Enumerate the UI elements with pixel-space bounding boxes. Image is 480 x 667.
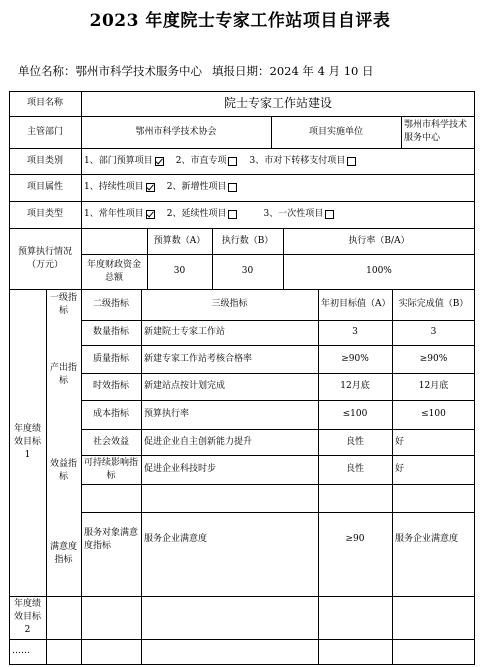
item-actual: ≤100 <box>421 409 446 419</box>
exec-value: 30 <box>241 266 254 276</box>
project-name-value: 院士专家工作站建设 <box>223 96 332 110</box>
checkbox-checked-icon[interactable] <box>146 183 155 192</box>
item-l2: 数量指标 <box>92 327 129 337</box>
item-actual: 12月底 <box>418 381 449 391</box>
item-target: ≤100 <box>342 409 368 419</box>
budget-col-exec: 执行数（B） <box>221 235 274 246</box>
attr-option-2: 2、新增性项目 <box>166 182 227 192</box>
item-l2: 社会效益 <box>92 436 129 447</box>
attr-label: 项目属性 <box>26 182 63 192</box>
budget-col-rate: 执行率（B/A） <box>348 235 410 246</box>
category-option-2: 2、市直专项 <box>175 155 227 166</box>
date-label: 填报日期： <box>212 64 270 78</box>
item-target: 12月底 <box>340 381 370 391</box>
group-output: 产出指标 <box>49 362 77 386</box>
type-option-3: 3、一次性项目 <box>263 209 324 219</box>
item-target: ≥90% <box>341 353 369 364</box>
item-l3: 预算执行率 <box>144 409 190 419</box>
item-l2: 可持续影响指标 <box>84 457 139 481</box>
type-option-1: 1、常年性项目 <box>84 209 144 219</box>
group-satisfaction: 满意度指标 <box>49 542 77 565</box>
item-target: ≥90 <box>345 534 365 544</box>
head-actual: 实际完成值（B） <box>398 299 469 309</box>
item-l3: 促进企业科技时步 <box>144 464 217 474</box>
page-title: 2023 年度院士专家工作站项目自评表 <box>89 11 391 31</box>
checkbox-empty-icon[interactable] <box>228 157 237 166</box>
impl-label: 项目实施单位 <box>308 126 363 137</box>
rate-value: 100% <box>366 266 392 276</box>
head-target: 年初目标值（A） <box>321 299 391 309</box>
category-options <box>81 148 475 174</box>
attr-options <box>81 174 475 201</box>
item-l3: 新建专家工作站考核合格率 <box>144 353 253 364</box>
date-value: 2024 年 4 月 10 日 <box>269 64 374 78</box>
category-option-3: 3、市对下转移支付项目 <box>249 155 346 166</box>
unit-line <box>18 63 374 79</box>
type-label: 项目类型 <box>26 209 63 219</box>
dept-value: 鄂州市科学技术协会 <box>135 126 217 137</box>
checkbox-checked-icon[interactable] <box>155 157 164 166</box>
item-actual: ≥90% <box>419 353 448 364</box>
goal1-label: 年度绩效目标 1 <box>13 424 41 460</box>
fund-label: 年度财政资金总额 <box>86 259 141 283</box>
item-l3: 新建院士专家工作站 <box>144 327 226 337</box>
category-label: 项目类别 <box>26 155 63 166</box>
item-l2: 质量指标 <box>92 353 129 364</box>
project-name-label: 项目名称 <box>26 98 63 108</box>
attr-option-1: 1、持续性项目 <box>84 182 144 192</box>
item-actual: 好 <box>395 464 405 474</box>
head-level2: 二级指标 <box>92 299 129 309</box>
item-actual: 服务企业满意度 <box>395 534 459 544</box>
item-l3: 服务企业满意度 <box>144 534 208 544</box>
head-level3: 三级指标 <box>211 299 248 309</box>
type-options <box>81 201 475 228</box>
unit-value: 鄂州市科学技术服务中心 <box>75 64 202 78</box>
checkbox-empty-icon[interactable] <box>228 183 237 192</box>
ellipsis-row: …… <box>12 646 30 656</box>
budget-value: 30 <box>173 266 186 276</box>
head-level1: 一级指标 <box>49 292 77 316</box>
item-actual: 好 <box>395 436 405 447</box>
impl-value: 鄂州市科学技术服务中心 <box>404 120 468 143</box>
checkbox-empty-icon[interactable] <box>325 210 334 219</box>
item-l2: 服务对象满意度指标 <box>84 527 139 551</box>
budget-col-budget: 预算数（A） <box>153 235 206 246</box>
category-option-1: 1、部门预算项目 <box>84 155 153 166</box>
evaluation-table <box>9 91 475 665</box>
type-option-2: 2、延续性项目 <box>166 209 227 219</box>
item-target: 3 <box>352 327 358 337</box>
item-l2: 成本指标 <box>92 409 129 419</box>
checkbox-empty-icon[interactable] <box>228 210 237 219</box>
budget-label: 预算执行情况（万元） <box>17 246 72 270</box>
item-l2: 时效指标 <box>92 381 129 391</box>
item-l3: 促进企业自主创新能力提升 <box>144 436 253 447</box>
checkbox-checked-icon[interactable] <box>146 210 155 219</box>
goal2-label: 年度绩效目标 2 <box>13 599 41 635</box>
item-actual: 3 <box>430 327 437 337</box>
unit-label: 单位名称： <box>18 64 76 78</box>
item-target: 良性 <box>345 436 364 447</box>
group-benefit: 效益指标 <box>49 458 77 482</box>
checkbox-empty-icon[interactable] <box>347 157 356 166</box>
item-l3: 新建站点按计划完成 <box>144 381 226 391</box>
dept-label: 主管部门 <box>26 126 63 137</box>
item-target: 良性 <box>345 464 364 474</box>
